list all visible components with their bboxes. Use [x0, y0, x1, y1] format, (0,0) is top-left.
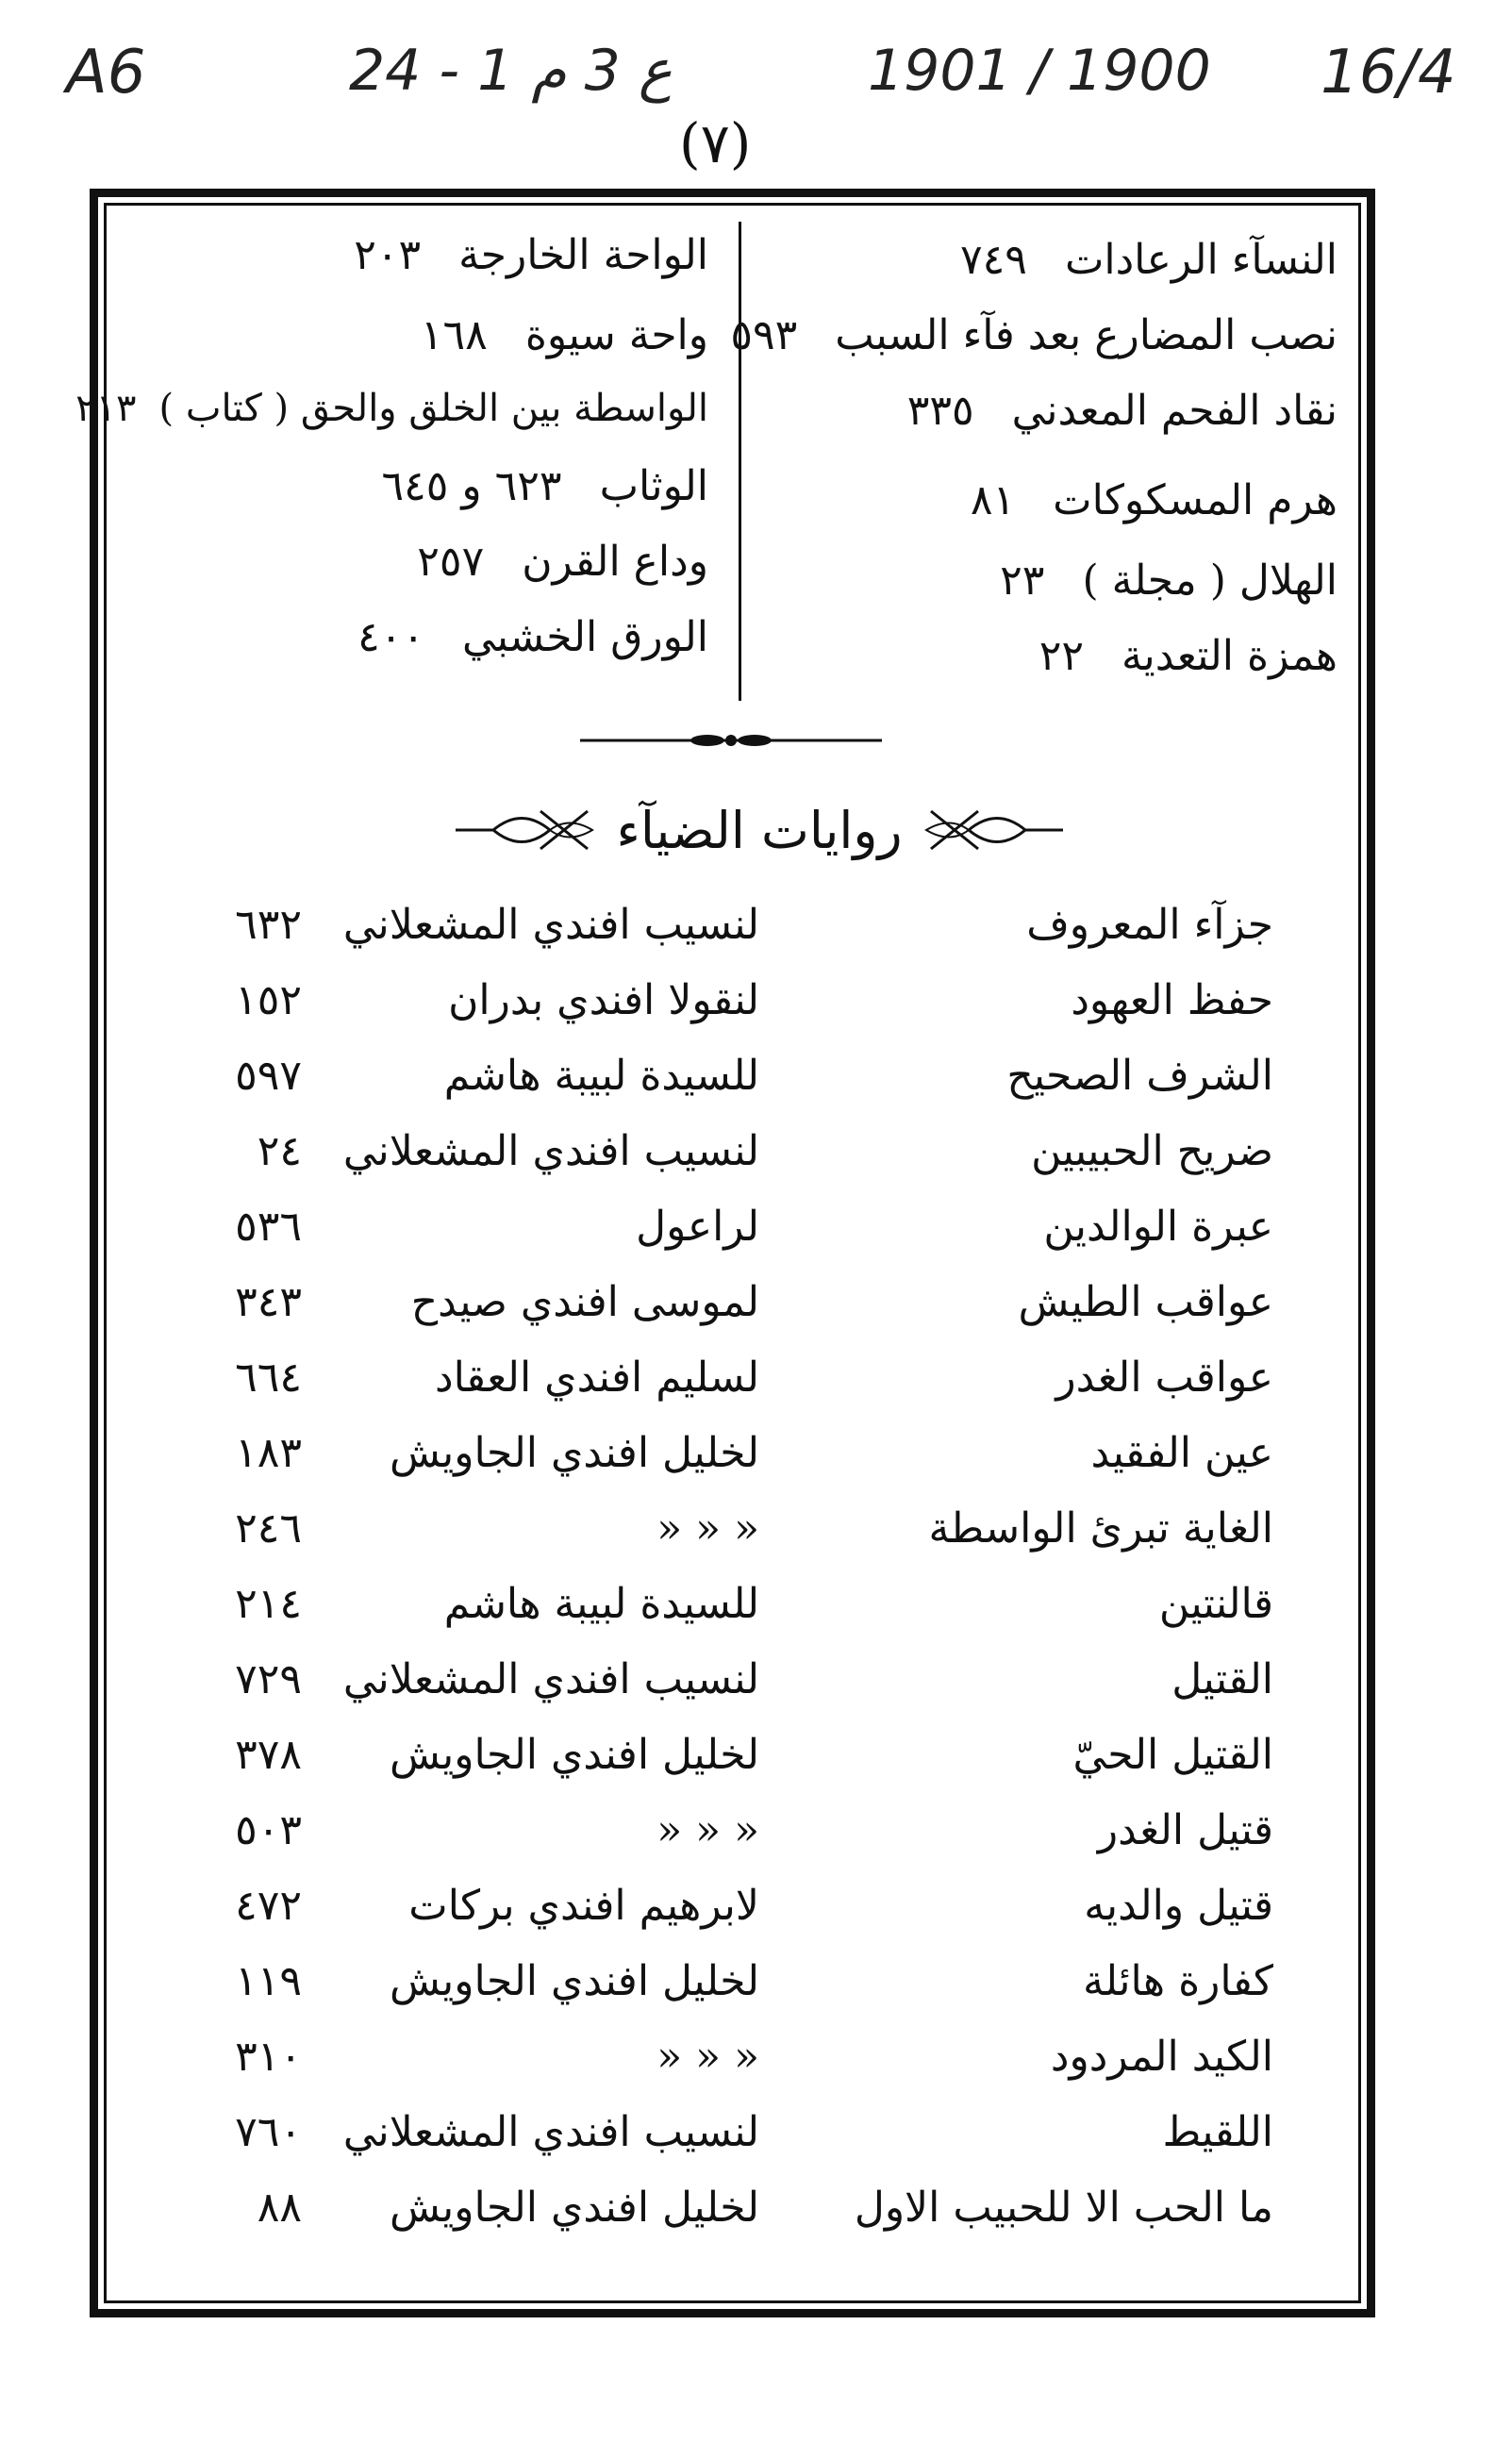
novel-title: ضريح الحبيبين [1031, 1127, 1273, 1175]
novel-page: ١٥٢ [235, 976, 302, 1024]
novel-page: ٦٣٢ [235, 901, 302, 949]
novel-author: لنسيب افندي المشعلاني [342, 1655, 759, 1703]
index-entry [421, 311, 708, 359]
handwritten-left-tag: A6 [66, 38, 146, 108]
list-item [179, 2108, 1273, 2184]
list-item [179, 1655, 1273, 1731]
novel-page: ٨٨ [257, 2184, 302, 2232]
novel-author: « « « [656, 1806, 759, 1854]
novel-title: ما الحب الا للحبيب الاول [854, 2184, 1273, 2232]
index-page: ٤٠٠ [357, 613, 425, 661]
index-page: ٦٢٣ و ٦٤٥ [381, 462, 562, 510]
index-entry [1039, 632, 1338, 680]
index-term: الهلال ( مجلة ) [1082, 556, 1338, 605]
list-item [179, 1957, 1273, 2033]
list-item [179, 976, 1273, 1052]
novel-page: ٢٤٦ [235, 1504, 302, 1553]
index-entry [1000, 556, 1338, 605]
list-item [179, 1580, 1273, 1655]
index-entry [382, 462, 708, 510]
novel-title: عواقب الطيش [1018, 1278, 1273, 1326]
novel-title: قالنتين [1158, 1580, 1273, 1628]
novel-author: للسيدة لبيبة هاشم [443, 1580, 759, 1628]
novel-author: لنقولا افندي بدران [448, 976, 759, 1024]
novel-author: لخليل افندي الجاويش [389, 1429, 759, 1477]
section-heading [453, 788, 1066, 872]
novel-title: عين الفقيد [1090, 1429, 1273, 1477]
index-entry [357, 613, 708, 661]
novel-author: للسيدة لبيبة هاشم [443, 1052, 759, 1100]
novel-page: ٥٣٦ [235, 1203, 302, 1251]
novel-page: ٢٤ [257, 1127, 302, 1175]
novel-author: لخليل افندي الجاويش [389, 2184, 759, 2232]
novel-author: لابرهيم افندي بركات [408, 1882, 759, 1930]
novel-page: ٣١٠ [235, 2033, 302, 2081]
index-page: ٢٥٧ [417, 538, 485, 586]
index-term: الواسطة بين الخلق والحق ( كتاب ) [158, 387, 708, 430]
novel-author: لخليل افندي الجاويش [389, 1957, 759, 2005]
index-entry [730, 311, 1338, 359]
index-entry [354, 231, 708, 279]
index-term: واحة سيوة [524, 311, 708, 359]
novel-page: ٦٦٤ [235, 1354, 302, 1402]
list-item [179, 1806, 1273, 1882]
novel-title: جزآء المعروف [1026, 901, 1273, 949]
index-entry [75, 387, 708, 430]
novel-author: لموسى افندي صيدح [410, 1278, 759, 1326]
index-entry [960, 236, 1338, 284]
novel-author: لسليم افندي العقاد [435, 1354, 759, 1402]
list-item [179, 2184, 1273, 2259]
index-term: النسآء الرعادات [1064, 236, 1338, 284]
novel-author: لراعول [636, 1203, 759, 1251]
novel-author: لنسيب افندي المشعلاني [342, 2108, 759, 2156]
list-item [179, 1429, 1273, 1504]
novel-title: قتيل الغدر [1097, 1806, 1273, 1854]
list-item [179, 1278, 1273, 1354]
index-page: ٧٤٩ [960, 236, 1027, 284]
novel-title: قتيل والديه [1084, 1882, 1273, 1930]
novel-title: عواقب الغدر [1055, 1354, 1273, 1402]
index-term: وداع القرن [522, 538, 708, 586]
novel-page: ٣٤٣ [235, 1278, 302, 1326]
novel-title: كفارة هائلة [1083, 1957, 1273, 2005]
novel-author: « « « [656, 2033, 759, 2081]
index-entry [417, 538, 708, 586]
index-page: ٥٩٣ [730, 311, 798, 359]
index-term: الواحة الخارجة [458, 231, 708, 279]
index-page: ٢٣ [1000, 556, 1045, 605]
novel-author: « « « [656, 1504, 759, 1553]
novel-page: ١٨٣ [235, 1429, 302, 1477]
list-item [179, 1354, 1273, 1429]
index-entry [907, 387, 1338, 435]
list-item [179, 1052, 1273, 1127]
novel-title: القتيل الحيّ [1072, 1731, 1273, 1779]
novel-page: ١١٩ [235, 1957, 302, 2005]
novel-page: ٥٩٧ [235, 1052, 302, 1100]
index-page: ٣٣٥ [906, 387, 974, 435]
novel-author: لخليل افندي الجاويش [389, 1731, 759, 1779]
column-divider [739, 222, 741, 701]
index-term: نصب المضارع بعد فآء السبب [835, 311, 1338, 359]
list-item [179, 1504, 1273, 1580]
novel-title: عبرة الوالدين [1043, 1203, 1273, 1251]
novel-title: الكيد المردود [1050, 2033, 1273, 2081]
handwritten-code: 16/4 [1321, 38, 1456, 108]
index-page: ٨١ [970, 476, 1016, 524]
index-term: نقاد الفحم المعدني [1011, 387, 1338, 435]
novel-author: لنسيب افندي المشعلاني [342, 1127, 759, 1175]
index-term: همزة التعدية [1121, 632, 1338, 680]
index-page: ٢٠٣ [354, 231, 422, 279]
handwritten-center-note: 24 - 1 ع 3 م [349, 38, 673, 104]
page-number: (٧) [679, 111, 752, 175]
section-title: روايات الضيآء [616, 800, 903, 860]
novel-page: ٧٦٠ [235, 2108, 302, 2156]
novel-title: الشرف الصحيح [1006, 1052, 1273, 1100]
novel-page: ٧٢٩ [235, 1655, 302, 1703]
novel-title: القتيل [1171, 1655, 1273, 1703]
ornament-divider-icon [580, 726, 882, 755]
novel-page: ٤٧٢ [235, 1882, 302, 1930]
novel-page: ٣٧٨ [235, 1731, 302, 1779]
list-item [179, 1731, 1273, 1806]
index-page: ٢٢ [1038, 632, 1084, 680]
novel-title: حفظ العهود [1071, 976, 1273, 1024]
list-item [179, 1127, 1273, 1203]
novel-title: اللقيط [1162, 2108, 1273, 2156]
index-term: الوثاب [599, 462, 708, 510]
index-page: ١٦٨ [420, 311, 488, 359]
index-page: ٢١٣ [75, 387, 137, 430]
novel-page: ٢١٤ [235, 1580, 302, 1628]
list-item [179, 1882, 1273, 1957]
novel-author: لنسيب افندي المشعلاني [342, 901, 759, 949]
handwritten-years: 1901 / 1900 [868, 38, 1211, 104]
index-term: هرم المسكوكات [1053, 476, 1338, 524]
index-term: الورق الخشبي [462, 613, 708, 661]
list-item [179, 901, 1273, 976]
list-item [179, 1203, 1273, 1278]
novel-page: ٥٠٣ [235, 1806, 302, 1854]
novel-title: الغاية تبرئ الواسطة [928, 1504, 1273, 1553]
index-entry [971, 476, 1338, 524]
list-item [179, 2033, 1273, 2108]
flourish-right-icon [922, 802, 1063, 858]
flourish-left-icon [456, 802, 597, 858]
